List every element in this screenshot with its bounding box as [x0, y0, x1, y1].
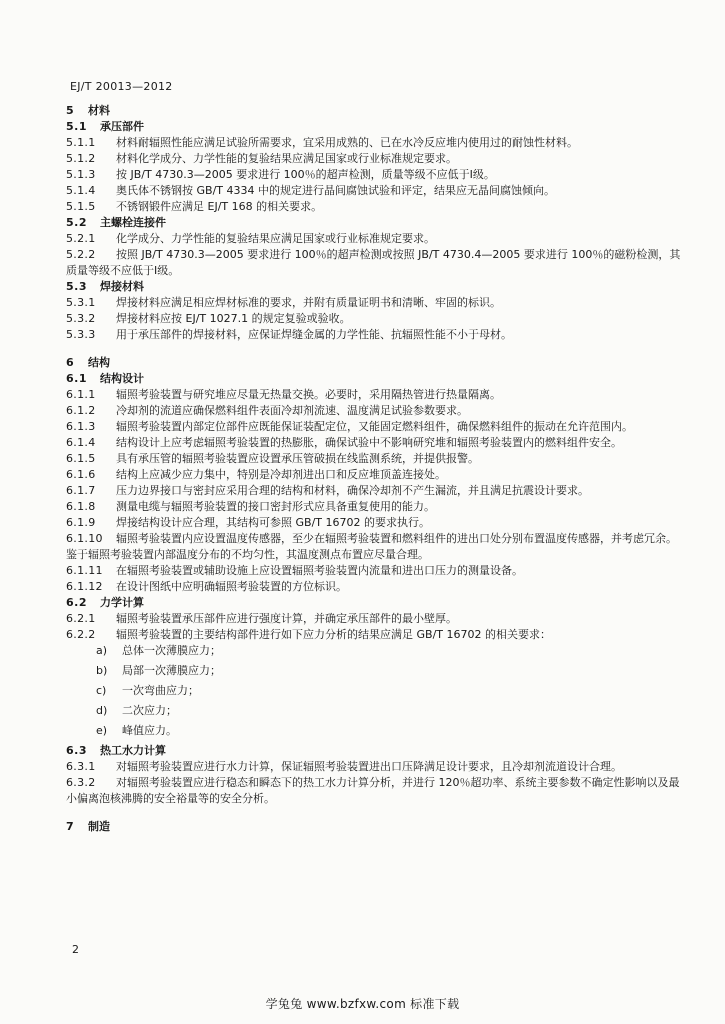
clause-number: 6.1.12 — [66, 580, 103, 593]
clause-text: 不锈钢锻件应满足 EJ/T 168 的相关要求。 — [116, 200, 323, 213]
clause-number: 5.2.1 — [66, 232, 96, 245]
clause — [66, 419, 686, 435]
list-label: d) — [96, 704, 108, 717]
clause — [66, 247, 686, 279]
clause-number: 6.3.1 — [66, 760, 96, 773]
clause — [66, 515, 686, 531]
list-item — [66, 723, 686, 743]
clause-text: 用于承压部件的焊接材料，应保证焊缝金属的力学性能、抗辐照性能不小于母材。 — [116, 328, 512, 341]
clause-number: 6.2.2 — [66, 628, 96, 641]
section-heading — [66, 215, 686, 231]
list-item — [66, 703, 686, 723]
section-title: 承压部件 — [100, 120, 144, 133]
standard-code: EJ/T 20013—2012 — [70, 80, 173, 93]
list-text: 峰值应力。 — [122, 724, 177, 737]
clause — [66, 467, 686, 483]
clause-number: 6.1.1 — [66, 388, 96, 401]
clause-number: 6.1.9 — [66, 516, 96, 529]
clause-number: 5.3.1 — [66, 296, 96, 309]
list-item — [66, 663, 686, 683]
clause-number: 5.1.3 — [66, 168, 96, 181]
clause — [66, 327, 686, 343]
clause — [66, 387, 686, 403]
clause — [66, 183, 686, 199]
clause — [66, 627, 686, 643]
clause — [66, 483, 686, 499]
list-label: e) — [96, 724, 108, 737]
section-title: 结构设计 — [100, 372, 144, 385]
section-number: 5.1 — [66, 120, 87, 133]
clause-text: 对辐照考验装置应进行稳态和瞬态下的热工水力计算分析，并进行 120％超功率、系统主要参数不确定性影响以及最小偏离泡核沸腾的安全裕量等的安全分析。 — [66, 776, 680, 805]
clause-text: 测量电缆与辐照考验装置的接口密封形式应具备重复使用的能力。 — [116, 500, 435, 513]
clause-text: 焊接结构设计应合理，其结构可参照 GB/T 16702 的要求执行。 — [116, 516, 430, 529]
clause-text: 在辐照考验装置或辅助设施上应设置辐照考验装置内流量和进出口压力的测量设备。 — [116, 564, 523, 577]
list-text: 一次弯曲应力； — [122, 684, 199, 697]
clause — [66, 295, 686, 311]
clause-text: 材料化学成分、力学性能的复验结果应满足国家或行业标准规定要求。 — [116, 152, 457, 165]
chapter-title: 材料 — [88, 104, 110, 117]
clause-number: 6.1.8 — [66, 500, 96, 513]
clause-text: 化学成分、力学性能的复验结果应满足国家或行业标准规定要求。 — [116, 232, 435, 245]
list-label: a) — [96, 644, 108, 657]
clause — [66, 563, 686, 579]
section-title: 主螺栓连接件 — [100, 216, 166, 229]
clause-number: 6.1.3 — [66, 420, 96, 433]
clause — [66, 579, 686, 595]
section-title: 力学计算 — [100, 596, 144, 609]
chapter-heading — [66, 819, 686, 835]
clause-text: 对辐照考验装置应进行水力计算，保证辐照考验装置进出口压降满足设计要求，且冷却剂流道设计合理。 — [116, 760, 622, 773]
chapter-heading — [66, 355, 686, 371]
clause-number: 6.1.6 — [66, 468, 96, 481]
clause-text: 辐照考验装置与研究堆应尽量无热量交换。必要时，采用隔热管进行热量隔离。 — [116, 388, 501, 401]
clause — [66, 435, 686, 451]
section-heading — [66, 371, 686, 387]
list-label: b) — [96, 664, 108, 677]
chapter-number: 7 — [66, 820, 75, 833]
clause-number: 6.1.4 — [66, 436, 96, 449]
clause-text: 焊接材料应满足相应焊材标准的要求，并附有质量证明书和清晰、牢固的标识。 — [116, 296, 501, 309]
clause-number: 5.3.3 — [66, 328, 96, 341]
section-title: 焊接材料 — [100, 280, 144, 293]
clause-number: 5.2.2 — [66, 248, 96, 261]
clause-text: 按 JB/T 4730.3—2005 要求进行 100％的超声检测，质量等级不应低于Ⅰ级。 — [116, 168, 495, 181]
section-number: 5.3 — [66, 280, 87, 293]
chapter-spacer — [66, 343, 686, 355]
chapter-number: 5 — [66, 104, 75, 117]
clause-text: 结构上应减少应力集中，特别是冷却剂进出口和反应堆顶盖连接处。 — [116, 468, 446, 481]
clause-number: 5.1.2 — [66, 152, 96, 165]
list-text: 局部一次薄膜应力； — [122, 664, 221, 677]
list-text: 总体一次薄膜应力； — [122, 644, 221, 657]
clause — [66, 499, 686, 515]
clause — [66, 775, 686, 807]
clause-text: 结构设计上应考虑辐照考验装置的热膨胀，确保试验中不影响研究堆和辐照考验装置内的燃料组件安全。 — [116, 436, 622, 449]
chapter-title: 结构 — [88, 356, 110, 369]
clause — [66, 611, 686, 627]
chapter-heading — [66, 103, 686, 119]
clause-text: 压力边界接口与密封应采用合理的结构和材料，确保冷却剂不产生漏流，并且满足抗震设计要求。 — [116, 484, 589, 497]
section-title: 热工水力计算 — [100, 744, 166, 757]
clause-text: 奥氏体不锈钢按 GB/T 4334 中的规定进行晶间腐蚀试验和评定，结果应无晶间腐蚀倾向。 — [116, 184, 555, 197]
section-number: 6.1 — [66, 372, 87, 385]
list-label: c) — [96, 684, 107, 697]
clause-text: 焊接材料应按 EJ/T 1027.1 的规定复验或验收。 — [116, 312, 351, 325]
clause — [66, 151, 686, 167]
clause — [66, 135, 686, 151]
footer-watermark: 学兔兔 www.bzfxw.com 标准下载 — [265, 997, 460, 1011]
document-body — [66, 103, 686, 835]
clause-number: 6.1.7 — [66, 484, 96, 497]
clause-number: 5.1.5 — [66, 200, 96, 213]
clause-number: 6.1.11 — [66, 564, 103, 577]
clause-number: 6.1.10 — [66, 532, 103, 545]
clause-number: 6.1.2 — [66, 404, 96, 417]
clause — [66, 759, 686, 775]
clause-number: 6.3.2 — [66, 776, 96, 789]
clause — [66, 311, 686, 327]
clause — [66, 451, 686, 467]
clause-text: 冷却剂的流道应确保燃料组件表面冷却剂流速、温度满足试验参数要求。 — [116, 404, 468, 417]
clause-text: 辐照考验装置内应设置温度传感器，至少在辐照考验装置和燃料组件的进出口处分别布置温度传感器，并考虑冗余。鉴于辐照考验装置内部温度分布的不均匀性，其温度测点布置应尽量合理。 — [66, 532, 677, 561]
section-number: 6.3 — [66, 744, 87, 757]
clause-text: 具有承压管的辐照考验装置应设置承压管破损在线监测系统，并提供报警。 — [116, 452, 479, 465]
clause — [66, 231, 686, 247]
section-number: 6.2 — [66, 596, 87, 609]
clause-number: 5.1.4 — [66, 184, 96, 197]
list-item — [66, 643, 686, 663]
section-heading — [66, 119, 686, 135]
section-heading — [66, 595, 686, 611]
list-item — [66, 683, 686, 703]
section-heading — [66, 743, 686, 759]
list-text: 二次应力； — [122, 704, 177, 717]
clause-number: 6.1.5 — [66, 452, 96, 465]
clause — [66, 531, 686, 563]
page-number: 2 — [72, 943, 79, 956]
clause-text: 按照 JB/T 4730.3—2005 要求进行 100％的超声检测或按照 JB/T 4730.4—2005 要求进行 100％的磁粉检测，其质量等级不应低于Ⅰ级。 — [66, 248, 681, 277]
chapter-title: 制造 — [88, 820, 110, 833]
clause-number: 6.2.1 — [66, 612, 96, 625]
chapter-number: 6 — [66, 356, 75, 369]
clause-number: 5.3.2 — [66, 312, 96, 325]
section-heading — [66, 279, 686, 295]
section-number: 5.2 — [66, 216, 87, 229]
clause-text: 辐照考验装置内部定位部件应既能保证装配定位，又能固定燃料组件，确保燃料组件的振动在允许范围内。 — [116, 420, 633, 433]
clause-number: 5.1.1 — [66, 136, 96, 149]
chapter-spacer — [66, 807, 686, 819]
clause-text: 材料耐辐照性能应满足试验所需要求，宜采用成熟的、已在水冷反应堆内使用过的耐蚀性材料。 — [116, 136, 578, 149]
clause-text: 在设计图纸中应明确辐照考验装置的方位标识。 — [116, 580, 347, 593]
clause — [66, 403, 686, 419]
clause — [66, 199, 686, 215]
clause-text: 辐照考验装置承压部件应进行强度计算，并确定承压部件的最小壁厚。 — [116, 612, 457, 625]
clause-text: 辐照考验装置的主要结构部件进行如下应力分析的结果应满足 GB/T 16702 的相关要求： — [116, 628, 551, 641]
clause — [66, 167, 686, 183]
